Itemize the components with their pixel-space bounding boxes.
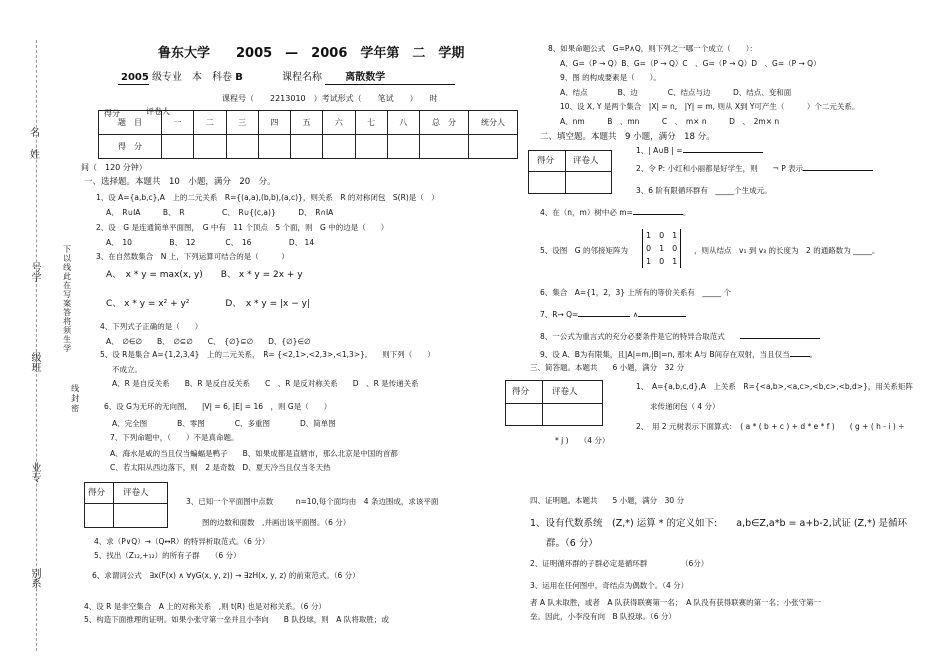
short-question-6: 6、求谓词公式 ∃x(F(x) ∧ ∀yG(x, y, z)) → ∃zH(x, y, z) 的前束范式。（6 分） [92, 571, 360, 580]
adjacency-matrix [642, 229, 681, 268]
short-answer-2-cont: * j ) （4 分） [555, 436, 610, 445]
header-cell-subject: 题 目 [99, 111, 162, 135]
question-1: 1、设 A={a,b,c},A 上的二元关系 R={(a,a),(b,b),(a,c)}，则关系 R 的对称闭包 S(R)是（ ） [96, 193, 439, 202]
grader-box-right-2-grader: 评卷人 [552, 387, 578, 397]
question-2-options: A、 10 B、 12 C、 16 D、 14 [106, 238, 315, 247]
margin-note: 下以线此在写案答将须生学 [62, 245, 72, 353]
margin-class: 级班 [29, 352, 40, 372]
row-label-score: 得 分 [99, 135, 162, 159]
grader-box-right-1-grader: 评卷人 [573, 156, 599, 166]
course-name: 离散数学 [325, 72, 455, 85]
proof-5-cont-2: 垒。因此，小李没有向 B 队投球。（6 分） [530, 612, 676, 621]
proof-3: 3、运用在任何图中，奇结点为偶数个。（4 分） [530, 581, 689, 590]
grader-box-right-2 [505, 380, 603, 426]
question-9-options: A、结点 B、边 C、结点与边 D、结点、变和面 [560, 88, 792, 97]
fill-5-cont: ，则从结点 v₁ 到 v₃ 的长度为 2 的通路数为 _____。 [694, 246, 880, 255]
header-cell-6: 六 [323, 111, 355, 135]
course-line [118, 72, 455, 85]
fill-9: 9、设 A、B为有限集，且|A|=m,|B|=n, 那末 A与 B间存在双射，当且仅当 。 [540, 350, 818, 359]
grader-box-right-1-score: 得分 [537, 156, 555, 166]
margin-name: 名 [30, 128, 40, 139]
overlay-grader-label: 评卷人 [146, 107, 170, 116]
short-answer-1: 1、 A={a,b,c,d},A 上关系 R={<a,b>,<a,c>,<b,c>,<b,d>}，用关系矩阵 [636, 382, 913, 391]
margin-major: 业专 [29, 462, 40, 482]
margin-department: 别系 [29, 568, 40, 588]
fill-1: 1、| A∪B | = [636, 146, 763, 155]
question-8-options: A、G=（P → Q）B、G=（P → Q）C 、G=（P → Q）D 、G=（P → Q） [560, 59, 821, 68]
question-9: 9、图 的构成要素是（ ）。 [560, 73, 661, 82]
short-question-4: 4、求（P∨Q）→（Q↔R）的特异析取范式。（6 分） [94, 537, 270, 546]
paper-variant: B [235, 72, 243, 83]
question-5-cont: 不成立。 [112, 365, 142, 374]
fill-5: 5、设图 G 的邻接矩阵为 [540, 246, 628, 255]
proof-2: 2、证明循环群的子群必定是循环群 （6分） [530, 559, 709, 568]
matrix-row-3: 1 0 1 [646, 257, 678, 266]
grader-box-right-2-score: 得分 [512, 387, 530, 397]
margin-student-id: 号学 [29, 262, 40, 282]
proof-1-cont: 群。（6 分） [546, 538, 598, 549]
short-question-3-cont: 图的边数和面数 ,并画出该平面图。（6 分） [202, 518, 351, 527]
proof-question-4: 4、设 R 是非空集合 A 上的对称关系 ,则 t(R) 也是对称关系。（6 分） [84, 602, 326, 611]
question-4: 4、下列式子正确的是（ ） [100, 322, 203, 331]
header-cell-3: 三 [226, 111, 258, 135]
section-4-heading: 四、证明题。本题共 5 小题，满分 30 分 [530, 496, 685, 505]
header-cell-2: 二 [194, 111, 226, 135]
question-8: 8、如果命题公式 G=P∧Q，则下列之一哪一个成立（ ）： [548, 44, 758, 53]
overlay-score-label: 得分 [104, 109, 120, 118]
question-3-options-ab: A、 x * y = max(x, y) B、 x * y = 2x + y [106, 270, 303, 280]
proof-question-5: 5、构造下面推理的证明。如果小张守第一垒并且小李向 B 队投球，则 A 队将取胜；或 [84, 615, 389, 624]
section-2-heading: 二、填空题。本题共 9 小题，满分 18 分。 [540, 132, 715, 142]
matrix-row-2: 0 1 0 [646, 244, 678, 253]
short-answer-2: 2、 用 2 元树表示下面算式： ( a * ( b + c ) + d * e * f ) ( g + ( h - i ) ÷ [636, 422, 905, 431]
course-name-label: 课程名称 [282, 72, 323, 83]
fill-4: 4、在（n，m）树中必 m= 。 [540, 208, 691, 217]
proof-1: 1、设有代数系统 (Z,*) 运算 * 的定义如下: a,b∈Z,a*b = a+b-2,试证 (Z,*) 是循环 [530, 518, 908, 529]
question-10: 10、设 X, Y 是两个集合 |X| = n, |Y| = m, 则从 X到 Y可产生（ ）个二元关系。 [560, 102, 860, 111]
course-id-line: 课程号（ 2213010 ）考试形式（ 笔试 ） 时 [222, 94, 438, 103]
question-3-options-cd: C、 x * y = x² + y² D、 x * y = |x − y| [106, 299, 310, 309]
grader-box-right-1 [528, 150, 612, 194]
question-3: 3、在自然数集合 N 上，下列运算可结合的是（ ） [96, 252, 289, 261]
exam-title: 鲁东大学 2005 — 2006 学年第 二 学期 [158, 46, 465, 61]
grader-box-left-score: 得分 [88, 488, 106, 498]
fill-8: 8、一公式为重言式的充分必要条件是它的特异合取范式 [540, 332, 820, 341]
header-cell-8: 八 [387, 111, 419, 135]
question-4-options: A、 ∅∈∅ B、 ∅⊆∅ C、 {∅}⊆∅ D、{∅}∈∅ [106, 337, 311, 346]
question-7-options-cd: C、若太阳从西边落下，则 2 是奇数 D、夏天冷当且仅当冬天热 [110, 463, 331, 472]
question-5: 5、设 R是集合 A={1,2,3,4} 上的二元关系， R= {<2,1>,<2,3>,<1,3>}, 则下列（ ） [100, 350, 435, 359]
short-question-3: 3、已知一个平面图中点数 n=10,每个面均由 4 条边围成，求该平面 [186, 497, 439, 506]
question-1-options: A、 R∪IA B、 R C、 R∪{(c,a)} D、 R∩IA [106, 208, 334, 217]
question-2: 2、设 G 是连通简单平面图， G 中有 11 个顶点 5 个面，则 G 中的边是（ ） [96, 223, 389, 232]
header-cell-1: 一 [162, 111, 194, 135]
year-value: 2005 [118, 72, 149, 85]
fill-6: 6、集合 A={1，2，3} 上所有的等价关系有 _____ 个 [540, 288, 732, 297]
section-3-heading: 三、简答题。本题共 6 小题，满分 32 分 [530, 363, 685, 372]
margin-surname: 姓 [30, 150, 40, 161]
fill-3: 3、6 阶有限循环群有 _____个生成元。 [636, 186, 772, 195]
score-table [98, 110, 518, 159]
fill-2: 2、令 P: 小红和小丽都是好学生，则 ¬ P 表示 [636, 164, 873, 173]
matrix-row-1: 1 0 1 [646, 231, 678, 240]
exam-duration: 间（ 120 分钟） [81, 163, 147, 172]
short-answer-1-cont: 求传递闭包（ 4 分） [650, 402, 720, 411]
grader-box-left [84, 482, 168, 528]
grader-box-left-grader: 评卷人 [123, 488, 149, 498]
question-10-options: A、nm B 、mn C 、 m× n D 、 2m× n [560, 117, 780, 126]
question-7-options-ab: A、海水是咸的当且仅当蝙蝠是鸭子 B、如果成都是直辖市，那么北京是中国的首都 [110, 449, 398, 458]
header-cell-4: 四 [258, 111, 290, 135]
short-question-5: 5、找出（Z₁₂,+₁₂）的所有子群 （6 分） [94, 551, 241, 560]
question-5-options: A、R 是自反关系 B、R 是反自反关系 C 、R 是反对称关系 D 、R 是传递关系 [112, 379, 419, 388]
header-cell-total: 总 分 [420, 111, 469, 135]
header-cell-7: 七 [355, 111, 387, 135]
question-6-options: A、完全图 B、零图 C、多重图 D、简单图 [112, 419, 336, 428]
question-7: 7、下列命题中，（ ）不是真命题。 [110, 433, 239, 442]
header-cell-tallier: 统分人 [469, 111, 518, 135]
question-6: 6、设 G为无环的无向图, |V| = 6, |E| = 16 ，则 G是（ ） [104, 402, 332, 411]
level-label: 级专业 本 科卷 [152, 72, 233, 83]
header-cell-5: 五 [291, 111, 323, 135]
margin-seal-note: 线封密 [70, 384, 80, 414]
section-1-heading: 一、选择题。本题共 10 小题，满分 20 分。 [84, 177, 276, 187]
proof-5-cont: 者 A 队未取胜，或者 A 队获得联赛第一名； A 队没有获得联赛的第一名；小张守第一 [530, 598, 822, 607]
fill-7: 7、R→ Q= ∧ [540, 310, 686, 319]
